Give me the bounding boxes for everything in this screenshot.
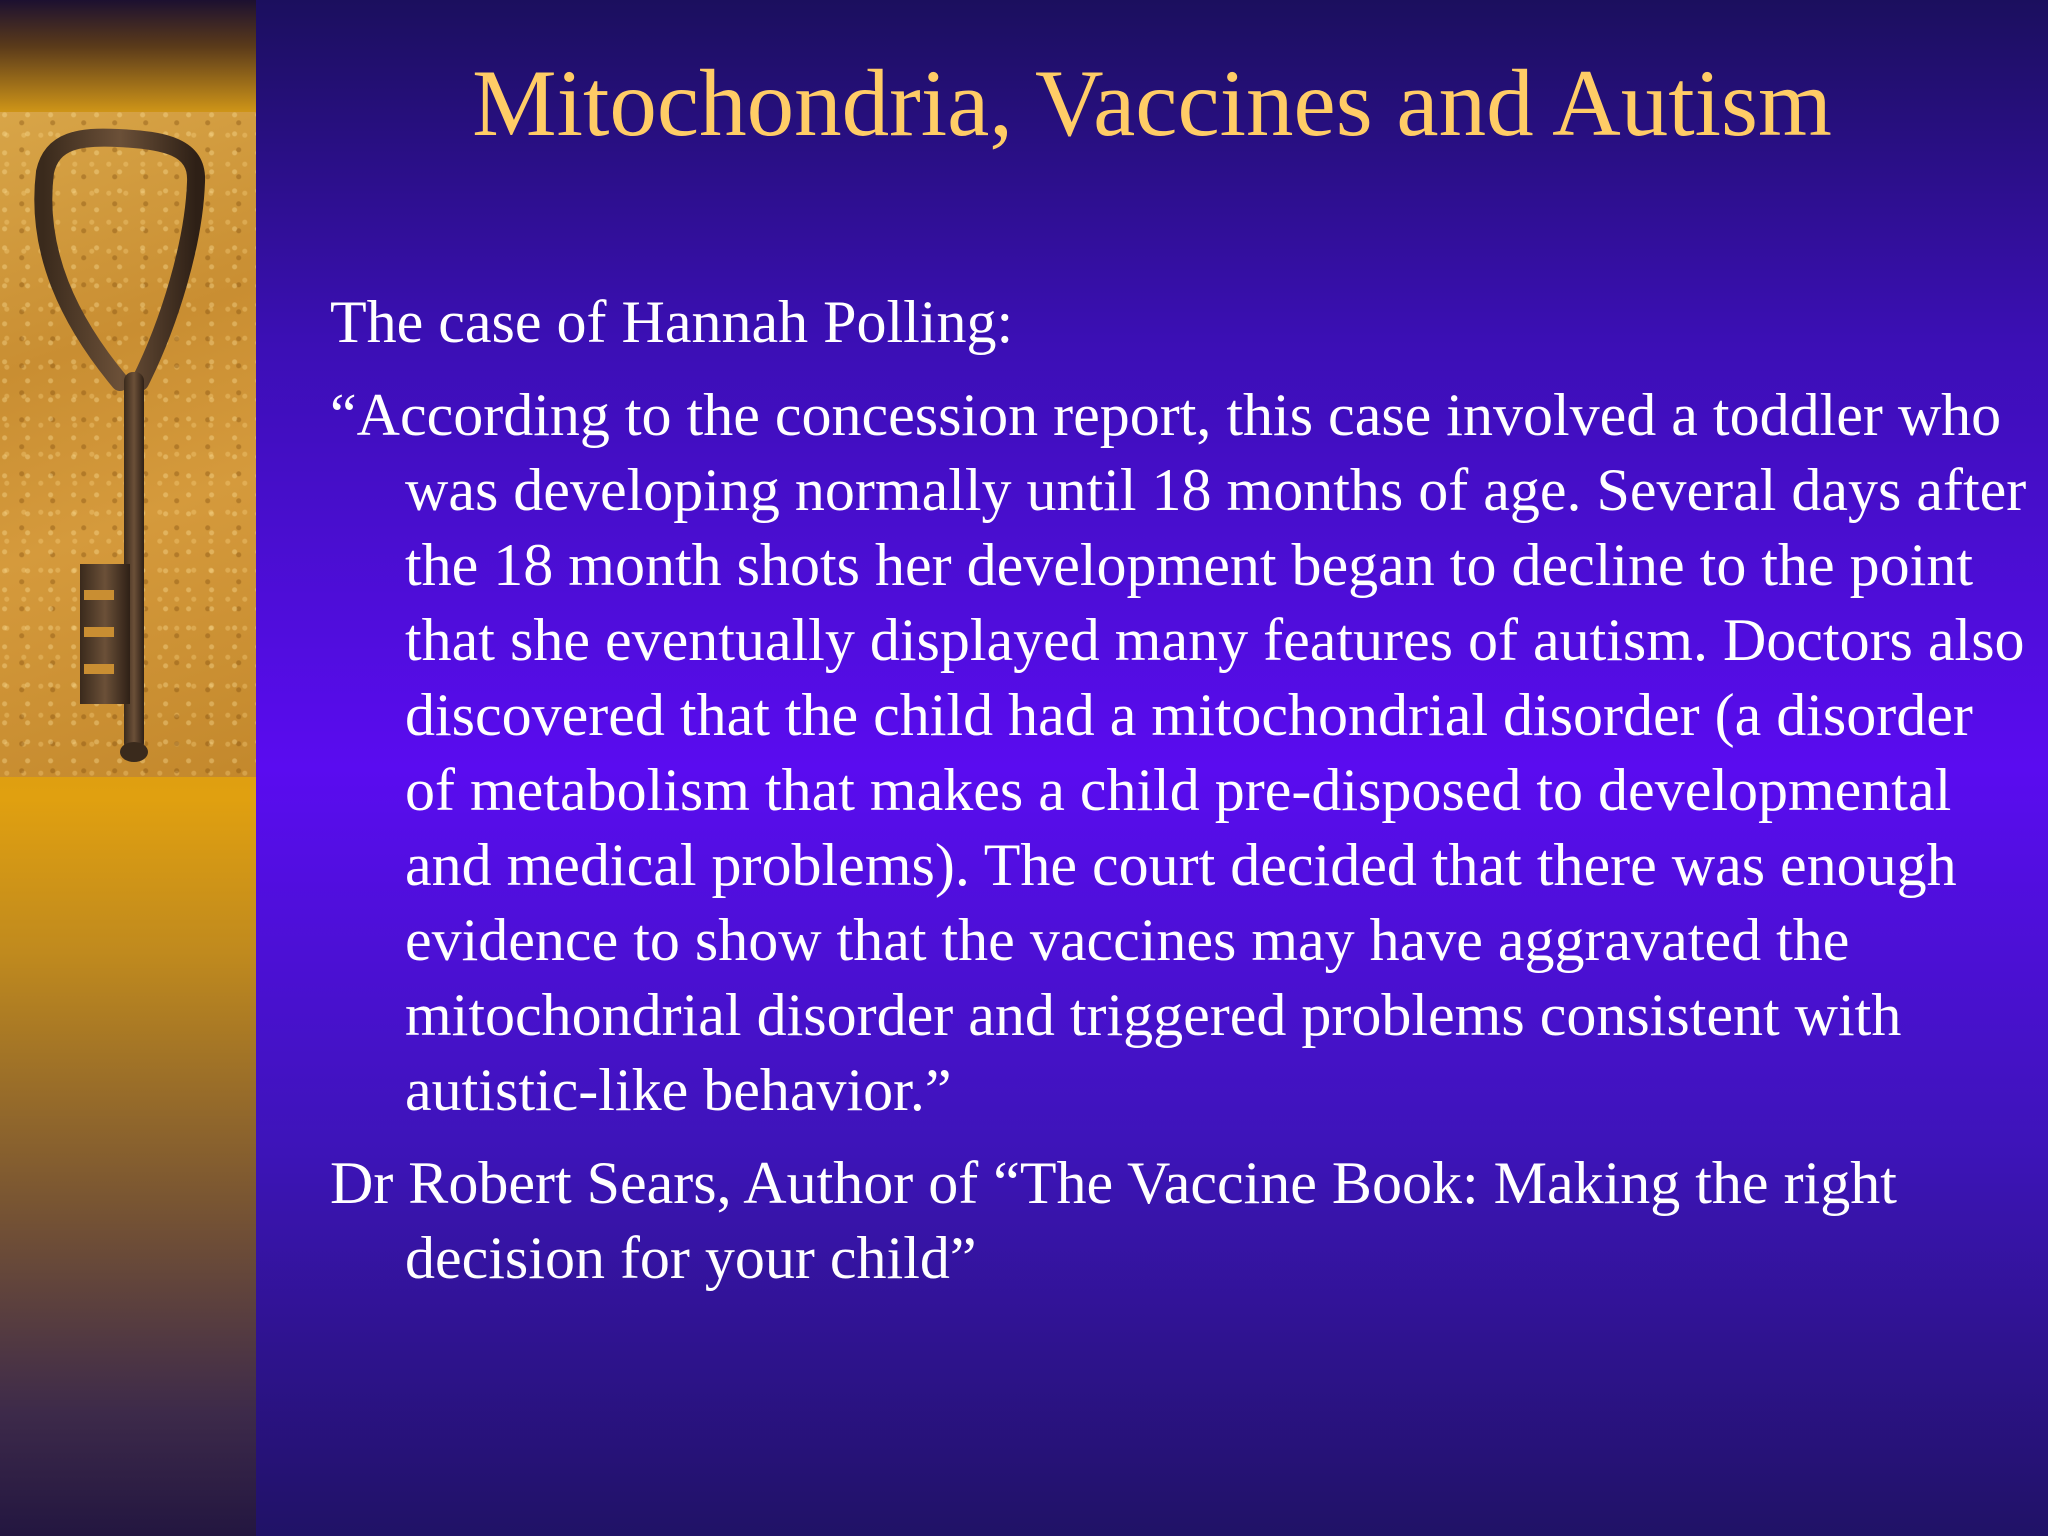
decorative-sidebar [0,0,256,1536]
body-paragraph-quote: “According to the concession report, this case involved a toddler who was developing normally until 18 months of age. Several days after the 18 month shots her development began to decline to the point that she eventually displayed many features of autism. Doctors also discovered that the child had a mitochondrial disorder (a disorder of metabolism that makes a child pre-disposed to developmental and medical problems). The court decided that there was enough evidence to show that the vaccines may have aggravated the mitochondrial disorder and triggered problems consistent with autistic-like behavior.” [330,382,2027,1123]
body-paragraph-attribution: Dr Robert Sears, Author of “The Vaccine Book: Making the right decision for your child” [330,1150,1897,1291]
slide-body [330,285,2030,1314]
key-image-panel [0,112,256,777]
antique-key-icon [0,112,256,777]
body-paragraph-case: The case of Hannah Polling: [330,289,1014,355]
slide-title: Mitochondria, Vaccines and Autism [472,50,1832,156]
